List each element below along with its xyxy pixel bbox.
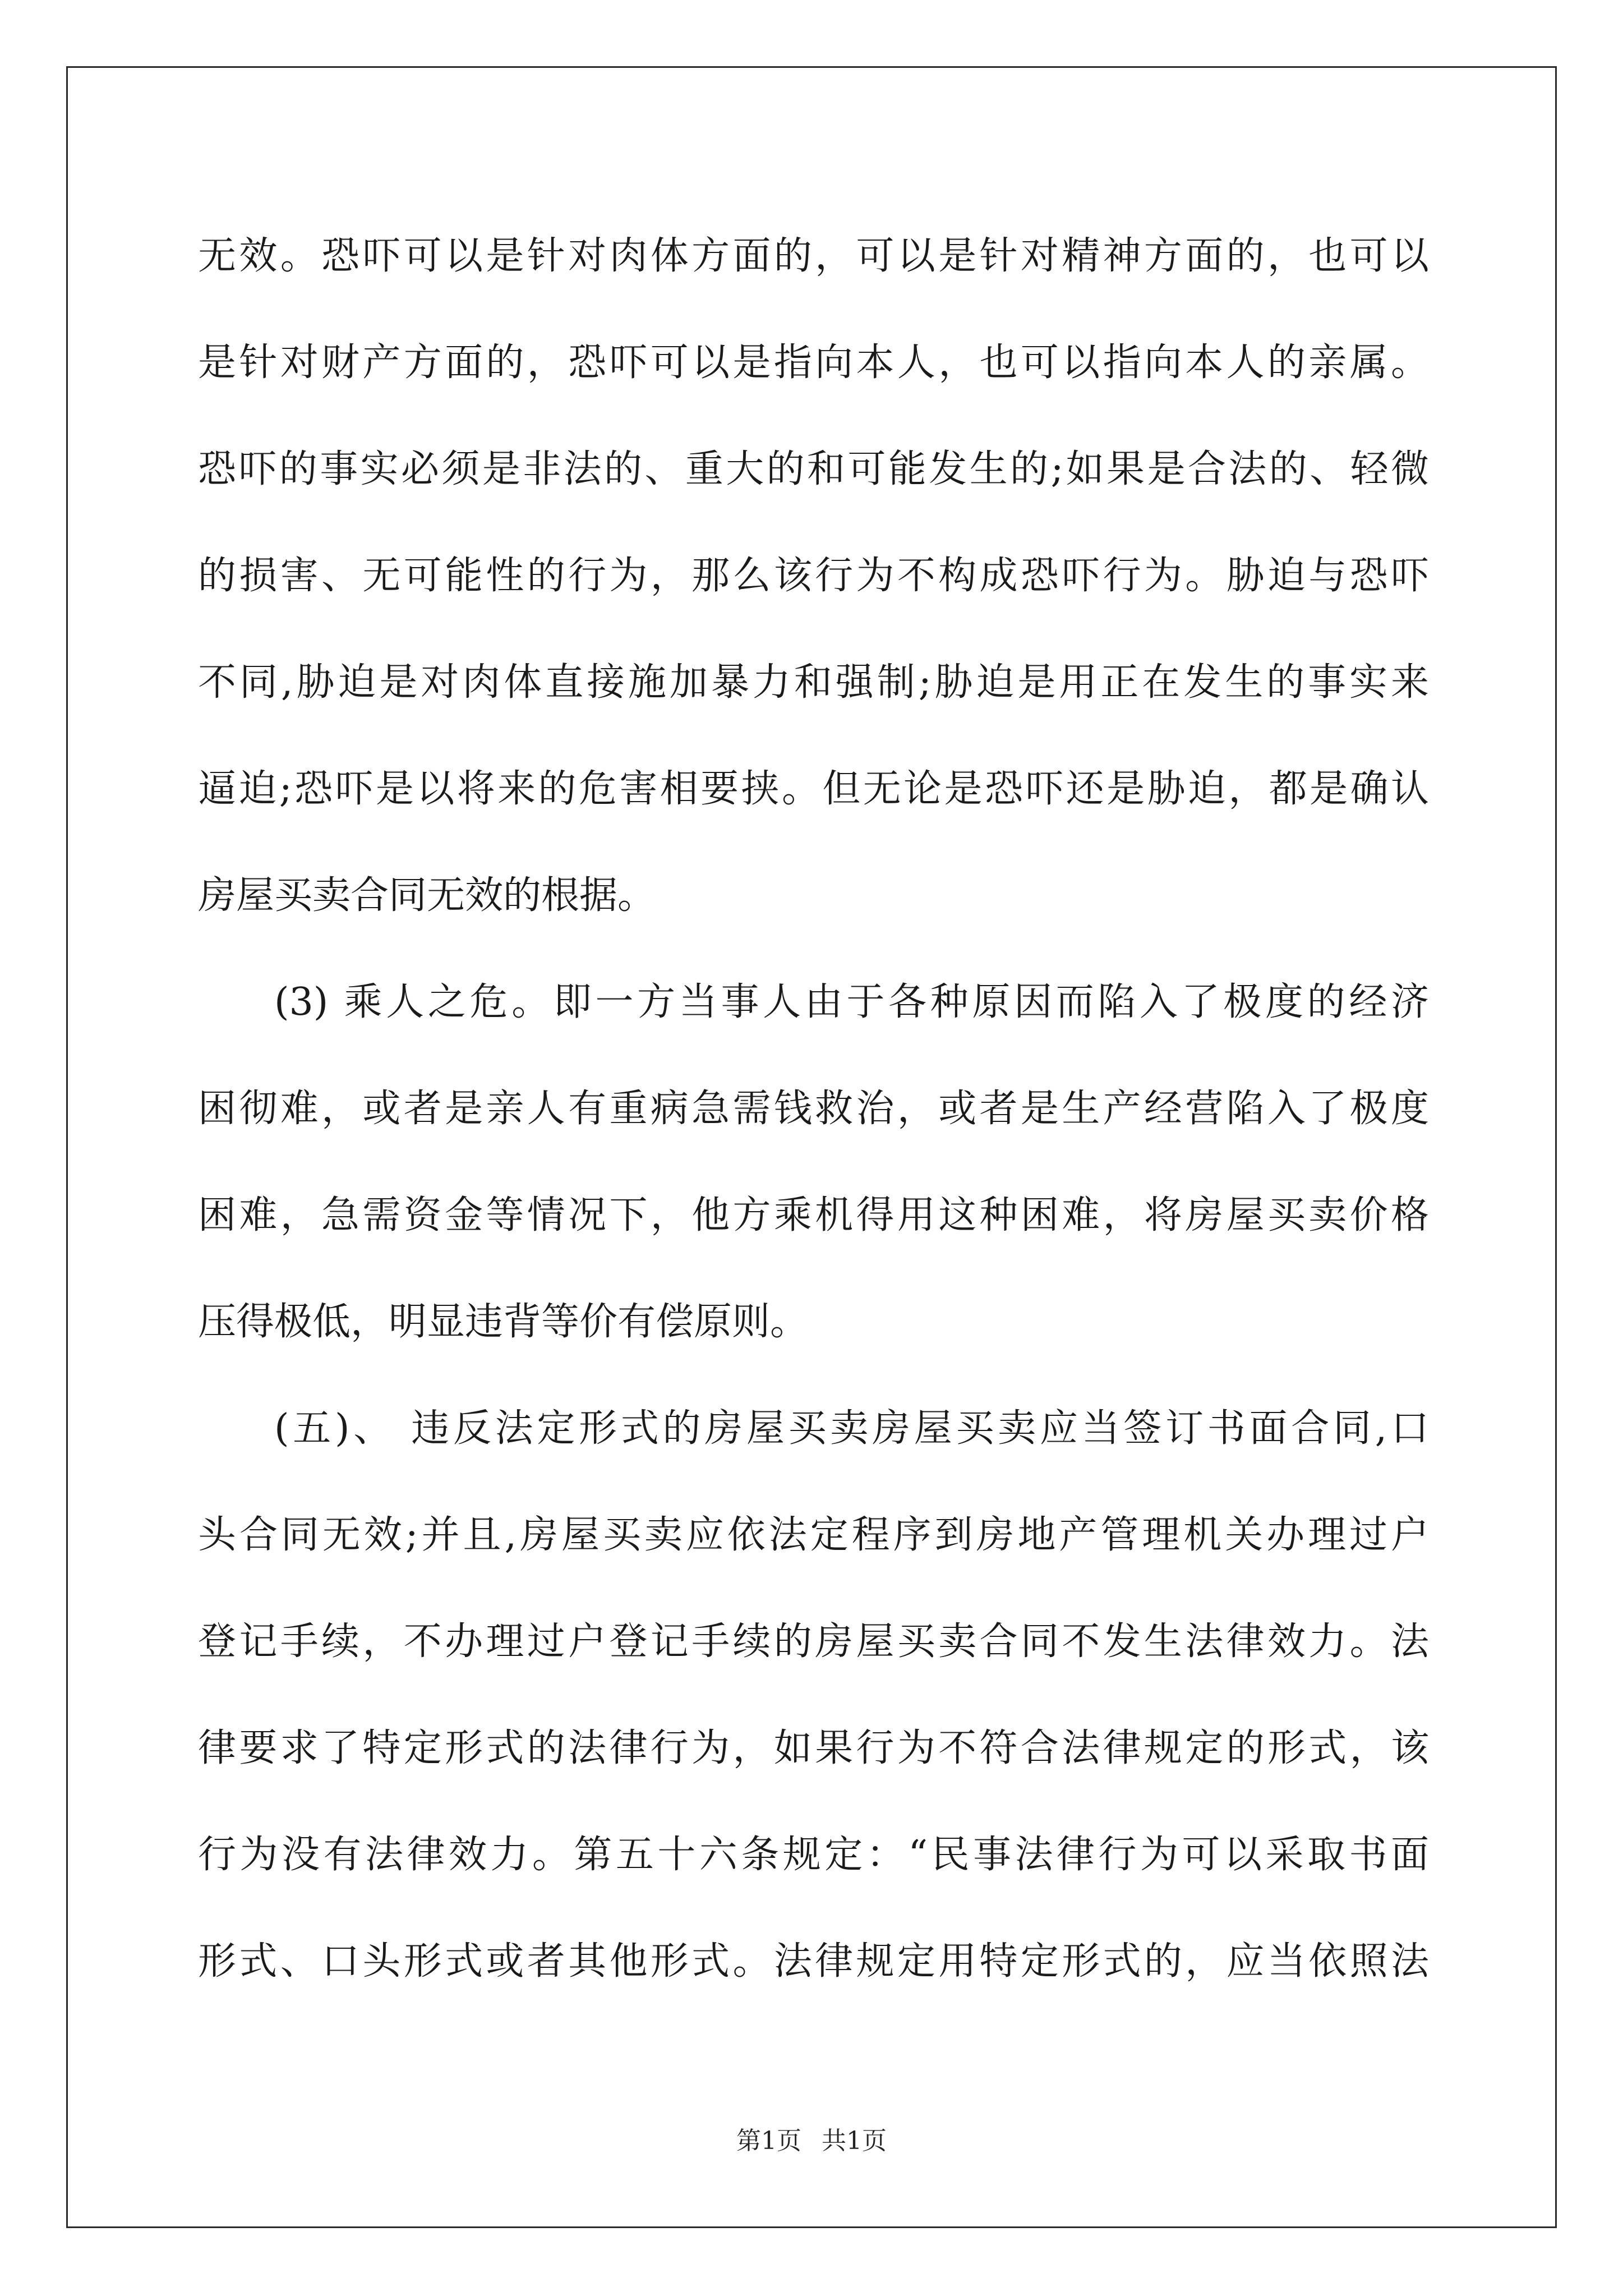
text-line: 行为没有法律效力。第五十六条规定：“民事法律行为可以采取书面 <box>198 1833 1429 1877</box>
text-line: (五)、 违反法定形式的房屋买卖房屋买卖应当签订书面合同,口 <box>274 1406 1429 1451</box>
text-line: 房屋买卖合同无效的根据。 <box>198 873 656 918</box>
text-line: 律要求了特定形式的法律行为，如果行为不符合法律规定的形式，该 <box>198 1726 1429 1770</box>
text-line: 困难，急需资金等情况下，他方乘机得用这种困难，将房屋买卖价格 <box>198 1193 1429 1237</box>
page-number-current: 第1页 <box>736 2127 801 2155</box>
text-line: 头合同无效;并且,房屋买卖应依法定程序到房地产管理机关办理过户 <box>198 1513 1429 1557</box>
text-line: 是针对财产方面的，恐吓可以是指向本人，也可以指向本人的亲属。 <box>198 341 1429 385</box>
text-line: 登记手续，不办理过户登记手续的房屋买卖合同不发生法律效力。法 <box>198 1619 1429 1664</box>
text-line: 形式、口头形式或者其他形式。法律规定用特定形式的，应当依照法 <box>198 1939 1429 1984</box>
text-line: (3) 乘人之危。即一方当事人由于各种原因而陷入了极度的经济 <box>274 980 1429 1024</box>
text-line: 无效。恐吓可以是针对肉体方面的，可以是针对精神方面的，也可以 <box>198 234 1429 278</box>
text-line: 不同,胁迫是对肉体直接施加暴力和强制;胁迫是用正在发生的事实来 <box>198 660 1429 705</box>
text-line: 逼迫;恐吓是以将来的危害相要挟。但无论是恐吓还是胁迫，都是确认 <box>198 767 1429 811</box>
text-line: 的损害、无可能性的行为，那么该行为不构成恐吓行为。胁迫与恐吓 <box>198 554 1429 598</box>
document-body <box>198 220 1429 2032</box>
text-line: 恐吓的事实必须是非法的、重大的和可能发生的;如果是合法的、轻微 <box>198 447 1429 491</box>
text-line: 压得极低，明显违背等价有偿原则。 <box>198 1300 809 1344</box>
text-line: 困彻难，或者是亲人有重病急需钱救治，或者是生产经营陷入了极度 <box>198 1087 1429 1131</box>
page-footer <box>0 2120 1623 2156</box>
page-number-total: 共1页 <box>822 2127 887 2155</box>
